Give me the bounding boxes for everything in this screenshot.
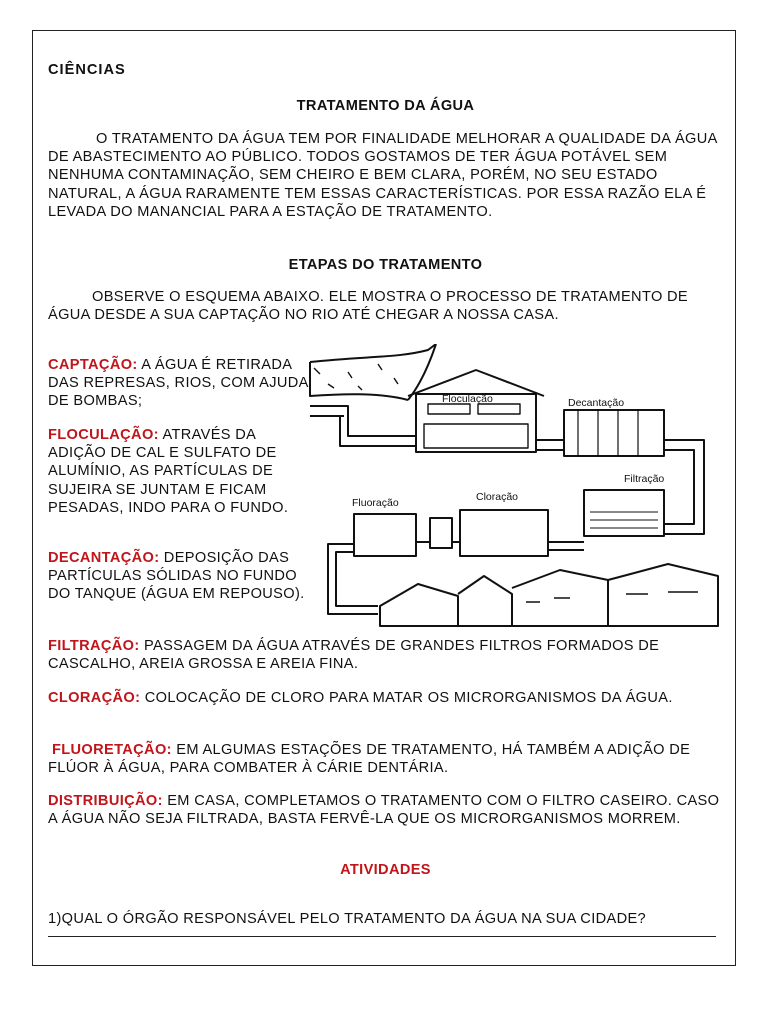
label-filtracao: Filtração: [624, 473, 665, 485]
label-floculacao: Floculação: [442, 393, 493, 405]
step-term: FLUORETAÇÃO:: [52, 742, 172, 758]
building-windows: [526, 592, 698, 602]
step-term: DISTRIBUIÇÃO:: [48, 793, 163, 809]
step-text: PASSAGEM DA ÁGUA ATRAVÉS DE GRANDES FILTROS FORMADOS DE CASCALHO, AREIA GROSSA E AREIA FINA.: [48, 638, 660, 673]
decantacao-tank: [564, 410, 664, 456]
pipe-d: [664, 494, 704, 534]
intake-pipe: [310, 406, 344, 416]
house-2: [458, 576, 512, 626]
label-cloracao: Cloração: [476, 491, 519, 503]
step-filtracao: [48, 637, 723, 673]
floc-box-1: [428, 404, 470, 414]
page-title: TRATAMENTO DA ÁGUA: [296, 98, 475, 114]
step-term: DECANTAÇÃO:: [48, 550, 160, 566]
fluor-tank-small: [430, 518, 452, 548]
step-text: EM ALGUMAS ESTAÇÕES DE TRATAMENTO, HÁ TAMBÉM A ADIÇÃO DE FLÚOR À ÁGUA, PARA COMBATER À CÁRIE DENTÁRIA.: [48, 742, 691, 777]
pipe-a: [340, 406, 416, 446]
floc-tank: [424, 424, 528, 448]
step-term: CAPTAÇÃO:: [48, 357, 138, 373]
step-text: A ÁGUA É RETIRADA DAS REPRESAS, RIOS, COM AJUDA DE BOMBAS;: [48, 357, 308, 410]
pipe-c: [664, 440, 704, 494]
fluoracao-tank: [354, 514, 416, 556]
river-marks: [314, 364, 398, 390]
cloracao-tank: [460, 510, 548, 556]
floc-box-2: [478, 404, 520, 414]
answer-line: [48, 936, 716, 937]
step-text: COLOCAÇÃO DE CLORO PARA MATAR OS MICRORGANISMOS DA ÁGUA.: [140, 690, 673, 706]
step-cloracao: [48, 689, 723, 707]
intro-paragraph: O TRATAMENTO DA ÁGUA TEM POR FINALIDADE MELHORAR A QUALIDADE DA ÁGUA DE ABASTECIMENTO AO PÚBLICO. TODOS GOSTAMOS DE TER ÁGUA POTÁVEL SEM NENHUMA CONTAMINAÇÃO, SEM CHEIRO E BEM CLARA, PORÉM, NO SEU ESTADO NATURAL, A ÁGUA RARAMENTE TEM ESSAS CARACTERÍSTICAS. POR ESSA RAZÃO ELA É LEVADA DO MANANCIAL PARA A ESTAÇÃO DE TRATAMENTO.: [48, 131, 717, 220]
step-decantacao: [48, 549, 310, 604]
step-text: EM CASA, COMPLETAMOS O TRATAMENTO COM O FILTRO CASEIRO. CASO A ÁGUA NÃO SEJA FILTRADA, BASTA FERVÊ-LA QUE OS MICRORGANISMOS MORREM.: [48, 793, 720, 828]
step-distribuicao: [48, 792, 723, 828]
decant-baffles: [578, 410, 638, 456]
step-term: CLORAÇÃO:: [48, 690, 141, 706]
step-floculacao: [48, 426, 310, 517]
question-1: 1)QUAL O ÓRGÃO RESPONSÁVEL PELO TRATAMENTO DA ÁGUA NA SUA CIDADE?: [48, 911, 647, 927]
activities-heading: ATIVIDADES: [340, 862, 431, 878]
label-fluoracao: Fluoração: [352, 497, 399, 509]
filter-layers: [590, 512, 658, 528]
pipe-e: [548, 542, 584, 550]
label-decantacao: Decantação: [568, 397, 625, 409]
step-fluoretacao: [48, 741, 723, 777]
step-term: FILTRAÇÃO:: [48, 638, 140, 654]
step-term: FLOCULAÇÃO:: [48, 427, 159, 443]
steps-heading: ETAPAS DO TRATAMENTO: [288, 257, 483, 273]
step-captacao: [48, 356, 310, 411]
house-1: [380, 584, 458, 626]
step-text: ATRAVÉS DA ADIÇÃO DE CAL E SULFATO DE ALUMÍNIO, AS PARTÍCULAS DE SUJEIRA SE JUNTAM E FICAM PESADAS, INDO PARA O FUNDO.: [48, 427, 289, 516]
water-treatment-diagram: [308, 344, 722, 630]
subject-label: CIÊNCIAS: [48, 62, 126, 78]
observe-paragraph: OBSERVE O ESQUEMA ABAIXO. ELE MOSTRA O PROCESSO DE TRATAMENTO DE ÁGUA DESDE A SUA CAPTAÇÃO NO RIO ATÉ CHEGAR A NOSSA CASA.: [48, 289, 689, 324]
filtracao-tank: [584, 490, 664, 536]
step-text: DEPOSIÇÃO DAS PARTÍCULAS SÓLIDAS NO FUNDO DO TANQUE (ÁGUA EM REPOUSO).: [48, 550, 305, 603]
pipe-b: [536, 440, 564, 450]
building-4: [608, 564, 718, 626]
